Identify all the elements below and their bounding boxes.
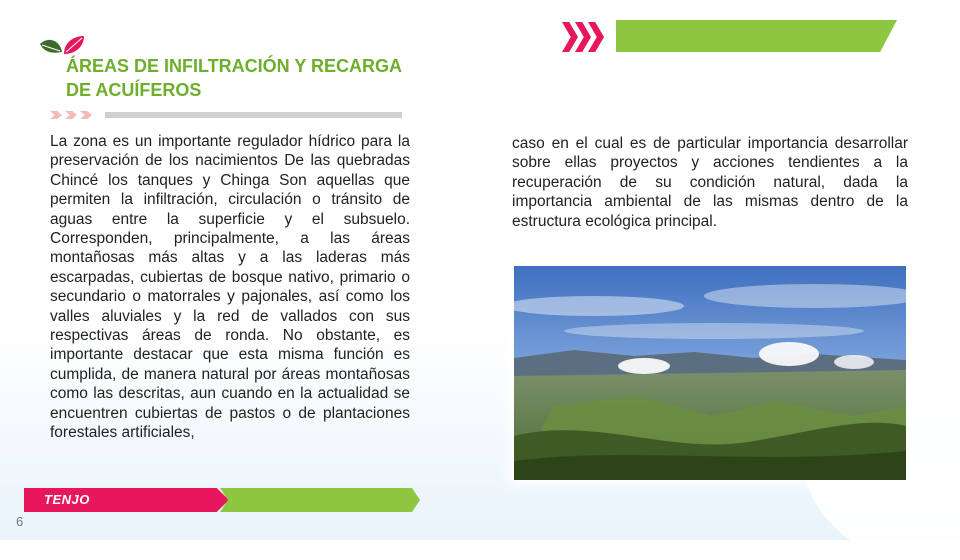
chevron-icon	[50, 111, 62, 119]
page-number: 6	[16, 514, 24, 529]
title-line-1: ÁREAS DE INFILTRACIÓN Y RECARGA	[66, 56, 403, 76]
chevron-icon	[562, 22, 578, 52]
landscape-image	[514, 266, 906, 480]
title-line-2: DE ACUÍFEROS	[66, 80, 202, 100]
body-text-left: La zona es un importante regulador hídrico para la preservación de los nacimientos De las quebradas Chincé los tanques y Chinga Son aquellas que permiten la infiltración, circulación o tránsito de aguas entre la superficie y el subsuelo. Corresponden, principalmente, a las áreas montañosas más altas y a las laderas más escarpadas, cubiertas de bosque nativo, primario o secundario o matorrales y pajonales, así como los valles aluviales y la red de vallados con sus respectivas áreas de ronda. No obstante, es importante destacar que esta misma función es cumplida, de manera natural por áreas montañosas como las descritas, aun cuando en la actualidad se encuentren cubiertas de pastos o de plantaciones forestales artificiales,	[50, 133, 410, 442]
title-underline	[50, 111, 402, 119]
top-banner	[562, 20, 897, 53]
page-title	[66, 54, 426, 102]
landscape-photo	[514, 266, 906, 480]
divider	[105, 112, 402, 118]
footer-green-bar	[220, 488, 420, 512]
banner-bar	[616, 20, 897, 52]
chevron-icon	[80, 111, 92, 119]
chevron-icon	[65, 111, 77, 119]
tenjo-logo: TENJO	[44, 492, 90, 507]
body-text-right: caso en el cual es de particular importancia desarrollar sobre ellas proyectos y acciones tendientes a la recuperación de su condición natural, dada la importancia ambiental de las mismas dentro de la estructura ecológica principal.	[512, 135, 908, 230]
